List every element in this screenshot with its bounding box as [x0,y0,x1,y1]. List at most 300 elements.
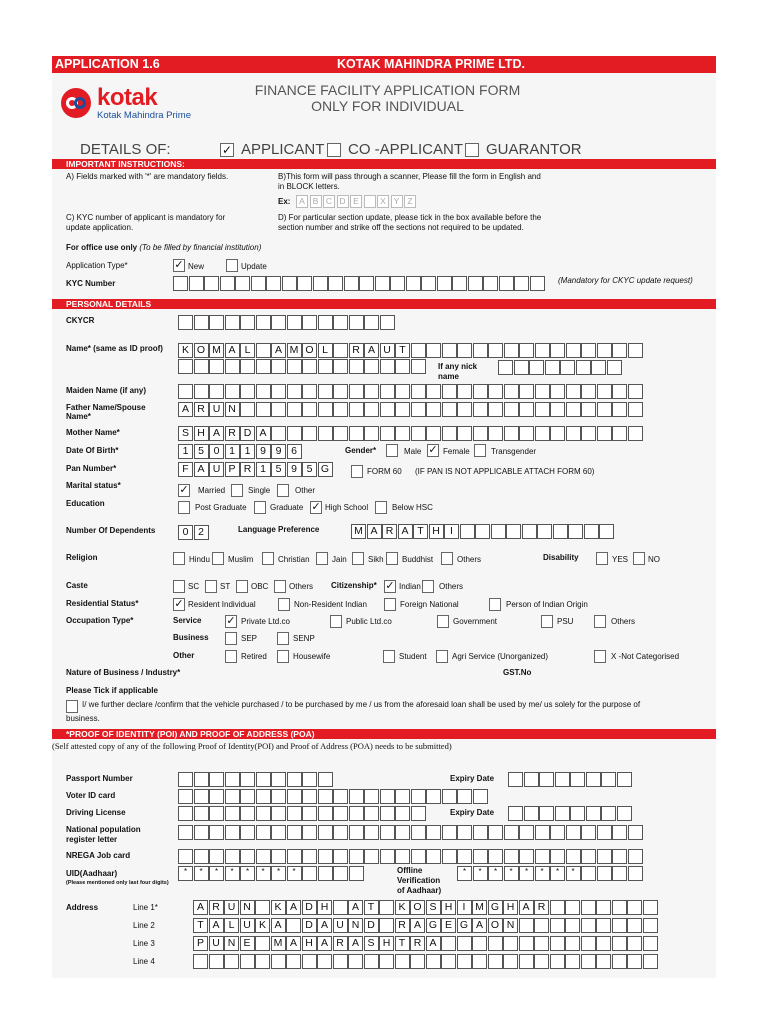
letter-box[interactable]: K [271,900,286,915]
letter-box[interactable] [581,343,596,358]
letter-box[interactable] [421,276,436,291]
letter-box[interactable] [599,524,614,539]
letter-box[interactable]: M [287,343,302,358]
letter-box[interactable] [504,426,519,441]
foreign-national-checkbox[interactable] [384,598,396,611]
letter-box[interactable] [596,954,611,969]
letter-box[interactable] [333,426,348,441]
letter-box[interactable] [364,359,379,374]
letter-box[interactable] [581,918,596,933]
letter-box[interactable] [271,772,286,787]
religion-checkbox[interactable] [173,552,185,565]
letter-box[interactable]: T [193,918,208,933]
letter-box[interactable] [460,524,475,539]
letter-box[interactable]: S [426,900,441,915]
letter-box[interactable]: K [178,343,193,358]
letter-box[interactable] [488,384,503,399]
letter-box[interactable] [457,789,472,804]
letter-box[interactable]: N [503,918,518,933]
letter-box[interactable] [468,276,483,291]
letter-box[interactable]: 5 [302,462,317,477]
letter-box[interactable] [225,806,240,821]
letter-box[interactable] [612,866,627,881]
letter-box[interactable] [364,825,379,840]
letter-box[interactable] [349,426,364,441]
letter-box[interactable] [256,789,271,804]
letter-box[interactable] [566,849,581,864]
letter-box[interactable]: 2 [194,525,209,540]
letter-box[interactable]: K [255,918,270,933]
letter-box[interactable]: O [488,918,503,933]
letter-box[interactable] [596,918,611,933]
letter-box[interactable]: A [367,524,382,539]
letter-box[interactable]: H [302,936,317,951]
letter-box[interactable]: * [225,866,240,881]
pio-checkbox[interactable] [489,598,501,611]
letter-box[interactable] [194,849,209,864]
letter-box[interactable] [333,900,348,915]
public-ltd-checkbox[interactable] [330,615,342,628]
letter-box[interactable] [612,936,627,951]
letter-box[interactable]: P [193,936,208,951]
letter-box[interactable] [256,343,271,358]
npr-field[interactable] [178,825,643,840]
letter-box[interactable] [318,359,333,374]
letter-box[interactable] [256,772,271,787]
letter-box[interactable] [581,954,596,969]
letter-box[interactable] [452,276,467,291]
letter-box[interactable]: R [534,900,549,915]
letter-box[interactable] [189,276,204,291]
letter-box[interactable]: 9 [287,462,302,477]
letter-box[interactable] [586,806,601,821]
letter-box[interactable]: A [348,900,363,915]
letter-box[interactable] [349,866,364,881]
letter-box[interactable] [628,343,643,358]
letter-box[interactable] [255,954,270,969]
letter-box[interactable] [555,806,570,821]
letter-box[interactable] [271,359,286,374]
letter-box[interactable]: 5 [194,444,209,459]
letter-box[interactable] [178,772,193,787]
letter-box[interactable]: O [194,343,209,358]
letter-box[interactable]: E [441,918,456,933]
letter-box[interactable] [395,825,410,840]
letter-box[interactable] [395,849,410,864]
letter-box[interactable] [240,384,255,399]
letter-box[interactable] [333,402,348,417]
letter-box[interactable] [178,806,193,821]
nri-checkbox[interactable] [278,598,290,611]
letter-box[interactable]: R [349,343,364,358]
letter-box[interactable] [612,426,627,441]
religion-checkbox[interactable] [316,552,328,565]
letter-box[interactable] [271,315,286,330]
letter-box[interactable] [271,825,286,840]
letter-box[interactable] [251,276,266,291]
letter-box[interactable] [519,426,534,441]
letter-box[interactable] [457,343,472,358]
letter-box[interactable] [426,789,441,804]
letter-box[interactable]: A [256,426,271,441]
letter-box[interactable] [612,343,627,358]
senp-checkbox[interactable] [277,632,289,645]
letter-box[interactable] [597,343,612,358]
letter-box[interactable]: * [519,866,534,881]
letter-box[interactable] [173,276,188,291]
letter-box[interactable]: A [426,936,441,951]
letter-box[interactable] [287,849,302,864]
letter-box[interactable]: M [351,524,366,539]
applicant-checkbox[interactable]: ✓ [221,143,233,157]
letter-box[interactable] [628,402,643,417]
letter-box[interactable] [302,772,317,787]
letter-box[interactable] [601,772,616,787]
letter-box[interactable] [627,936,642,951]
letter-box[interactable] [194,359,209,374]
letter-box[interactable] [519,954,534,969]
letter-box[interactable]: H [379,936,394,951]
letter-box[interactable]: U [333,918,348,933]
letter-box[interactable] [643,936,658,951]
letter-box[interactable]: 1 [240,444,255,459]
letter-box[interactable]: 9 [271,444,286,459]
letter-box[interactable] [426,384,441,399]
letter-box[interactable] [643,900,658,915]
letter-box[interactable] [519,849,534,864]
letter-box[interactable] [380,359,395,374]
letter-box[interactable]: N [225,402,240,417]
single-checkbox[interactable] [231,484,243,497]
letter-box[interactable] [504,849,519,864]
letter-box[interactable] [395,789,410,804]
letter-box[interactable]: * [488,866,503,881]
letter-box[interactable]: O [410,900,425,915]
letter-box[interactable] [318,772,333,787]
letter-box[interactable] [617,806,632,821]
letter-box[interactable] [380,806,395,821]
letter-box[interactable]: 1 [256,462,271,477]
letter-box[interactable] [596,900,611,915]
letter-box[interactable] [426,849,441,864]
letter-box[interactable] [612,402,627,417]
nrega-field[interactable] [178,849,643,864]
letter-box[interactable] [628,384,643,399]
letter-box[interactable]: 5 [271,462,286,477]
letter-box[interactable] [534,918,549,933]
letter-box[interactable] [318,402,333,417]
letter-box[interactable] [411,384,426,399]
letter-box[interactable] [539,806,554,821]
letter-box[interactable]: G [426,918,441,933]
letter-box[interactable] [209,789,224,804]
high-school-checkbox[interactable]: ✓ [311,501,321,513]
disability-no-checkbox[interactable] [633,552,645,565]
letter-box[interactable] [643,954,658,969]
letter-box[interactable]: N [348,918,363,933]
letter-box[interactable] [349,384,364,399]
letter-box[interactable] [225,825,240,840]
letter-box[interactable] [349,315,364,330]
letter-box[interactable]: A [410,918,425,933]
letter-box[interactable] [628,866,643,881]
letter-box[interactable] [287,806,302,821]
letter-box[interactable]: U [209,936,224,951]
caste-checkbox[interactable] [173,580,185,593]
letter-box[interactable] [457,426,472,441]
letter-box[interactable] [473,402,488,417]
letter-box[interactable] [364,954,379,969]
letter-box[interactable] [457,936,472,951]
letter-box[interactable] [318,849,333,864]
letter-box[interactable] [503,936,518,951]
letter-box[interactable] [178,315,193,330]
uid-field[interactable] [178,866,364,881]
graduate-checkbox[interactable] [254,501,266,514]
letter-box[interactable] [194,825,209,840]
letter-box[interactable] [519,402,534,417]
letter-box[interactable] [256,359,271,374]
letter-box[interactable] [537,524,552,539]
letter-box[interactable] [287,825,302,840]
letter-box[interactable] [333,315,348,330]
letter-box[interactable] [318,866,333,881]
letter-box[interactable] [473,849,488,864]
letter-box[interactable] [349,806,364,821]
letter-box[interactable] [519,384,534,399]
letter-box[interactable] [224,954,239,969]
letter-box[interactable] [240,315,255,330]
letter-box[interactable] [535,402,550,417]
letter-box[interactable] [209,772,224,787]
letter-box[interactable] [364,849,379,864]
letter-box[interactable]: H [429,524,444,539]
letter-box[interactable] [256,849,271,864]
letter-box[interactable] [550,825,565,840]
letter-box[interactable]: G [318,462,333,477]
letter-box[interactable] [442,384,457,399]
letter-box[interactable] [550,900,565,915]
letter-box[interactable] [379,954,394,969]
letter-box[interactable] [566,384,581,399]
address-line2-field[interactable] [193,918,658,933]
letter-box[interactable] [522,524,537,539]
letter-box[interactable]: A [286,936,301,951]
letter-box[interactable] [597,825,612,840]
letter-box[interactable] [302,866,317,881]
letter-box[interactable] [302,849,317,864]
letter-box[interactable] [519,936,534,951]
letter-box[interactable] [209,359,224,374]
letter-box[interactable]: L [318,343,333,358]
dl-expiry-field[interactable] [508,806,632,821]
father-name-field[interactable] [178,402,643,417]
letter-box[interactable] [194,384,209,399]
letter-box[interactable] [612,900,627,915]
letter-box[interactable] [318,825,333,840]
letter-box[interactable] [524,806,539,821]
letter-box[interactable] [225,789,240,804]
letter-box[interactable] [576,360,591,375]
letter-box[interactable]: U [380,343,395,358]
letter-box[interactable] [255,936,270,951]
letter-box[interactable] [256,825,271,840]
letter-box[interactable] [395,359,410,374]
letter-box[interactable] [491,524,506,539]
letter-box[interactable] [568,524,583,539]
letter-box[interactable] [364,426,379,441]
letter-box[interactable] [628,426,643,441]
letter-box[interactable]: * [178,866,193,881]
letter-box[interactable] [529,360,544,375]
letter-box[interactable] [535,849,550,864]
letter-box[interactable] [643,918,658,933]
occupation-others-checkbox[interactable] [594,615,606,628]
letter-box[interactable] [483,276,498,291]
letter-box[interactable]: A [364,343,379,358]
letter-box[interactable] [442,343,457,358]
letter-box[interactable] [488,402,503,417]
letter-box[interactable] [504,343,519,358]
letter-box[interactable] [550,936,565,951]
letter-box[interactable] [256,402,271,417]
letter-box[interactable] [235,276,250,291]
letter-box[interactable] [586,772,601,787]
letter-box[interactable]: A [317,936,332,951]
letter-box[interactable] [597,866,612,881]
letter-box[interactable] [333,789,348,804]
letter-box[interactable] [628,849,643,864]
address-line3-field[interactable] [193,936,658,951]
sep-checkbox[interactable] [225,632,237,645]
letter-box[interactable] [313,276,328,291]
letter-box[interactable] [364,384,379,399]
address-line4-field[interactable] [193,954,658,969]
letter-box[interactable] [457,954,472,969]
letter-box[interactable] [178,384,193,399]
letter-box[interactable] [411,426,426,441]
letter-box[interactable] [607,360,622,375]
letter-box[interactable] [204,276,219,291]
letter-box[interactable] [581,849,596,864]
letter-box[interactable]: 6 [287,444,302,459]
religion-checkbox[interactable] [212,552,224,565]
update-checkbox[interactable] [226,259,238,272]
letter-box[interactable] [441,954,456,969]
letter-box[interactable] [395,806,410,821]
indian-checkbox[interactable]: ✓ [385,580,395,592]
letter-box[interactable] [499,276,514,291]
letter-box[interactable] [349,359,364,374]
letter-box[interactable]: * [535,866,550,881]
letter-box[interactable] [318,315,333,330]
letter-box[interactable] [318,426,333,441]
letter-box[interactable] [194,806,209,821]
letter-box[interactable] [473,789,488,804]
not-categorised-checkbox[interactable] [594,650,606,663]
letter-box[interactable] [442,849,457,864]
caste-checkbox[interactable] [205,580,217,593]
letter-box[interactable] [426,954,441,969]
letter-box[interactable] [333,343,348,358]
letter-box[interactable]: S [364,936,379,951]
letter-box[interactable]: * [504,866,519,881]
letter-box[interactable] [473,825,488,840]
letter-box[interactable] [220,276,235,291]
letter-box[interactable] [534,954,549,969]
letter-box[interactable]: U [209,402,224,417]
letter-box[interactable] [498,360,513,375]
letter-box[interactable] [426,426,441,441]
letter-box[interactable]: R [382,524,397,539]
letter-box[interactable] [411,806,426,821]
letter-box[interactable]: U [209,462,224,477]
student-checkbox[interactable] [383,650,395,663]
letter-box[interactable]: R [240,462,255,477]
dependents-field[interactable] [178,525,209,540]
letter-box[interactable] [550,954,565,969]
letter-box[interactable] [379,918,394,933]
letter-box[interactable] [240,849,255,864]
letter-box[interactable] [488,825,503,840]
letter-box[interactable] [271,789,286,804]
retired-checkbox[interactable] [225,650,237,663]
letter-box[interactable] [550,402,565,417]
letter-box[interactable] [597,402,612,417]
letter-box[interactable] [287,384,302,399]
letter-box[interactable] [379,900,394,915]
letter-box[interactable]: A [178,402,193,417]
letter-box[interactable] [612,849,627,864]
letter-box[interactable] [597,849,612,864]
letter-box[interactable] [457,849,472,864]
married-checkbox[interactable]: ✓ [179,484,189,496]
letter-box[interactable]: R [194,402,209,417]
letter-box[interactable]: A [194,462,209,477]
private-ltd-checkbox[interactable]: ✓ [226,615,236,627]
below-hsc-checkbox[interactable] [375,501,387,514]
letter-box[interactable] [271,806,286,821]
letter-box[interactable] [442,789,457,804]
letter-box[interactable] [581,402,596,417]
letter-box[interactable]: K [395,900,410,915]
letter-box[interactable] [302,806,317,821]
letter-box[interactable] [535,343,550,358]
letter-box[interactable] [178,825,193,840]
letter-box[interactable] [255,900,270,915]
nick-name-field[interactable] [498,360,622,375]
letter-box[interactable] [508,772,523,787]
letter-box[interactable] [287,789,302,804]
letter-box[interactable] [472,954,487,969]
letter-box[interactable] [612,384,627,399]
letter-box[interactable]: D [302,918,317,933]
letter-box[interactable] [437,276,452,291]
letter-box[interactable] [617,772,632,787]
letter-box[interactable] [524,772,539,787]
letter-box[interactable] [287,772,302,787]
letter-box[interactable] [442,402,457,417]
letter-box[interactable] [601,806,616,821]
letter-box[interactable] [584,524,599,539]
co-applicant-checkbox[interactable] [327,143,341,157]
letter-box[interactable] [410,954,425,969]
letter-box[interactable] [333,806,348,821]
letter-box[interactable] [287,315,302,330]
letter-box[interactable]: A [271,918,286,933]
letter-box[interactable]: G [488,900,503,915]
letter-box[interactable] [535,384,550,399]
